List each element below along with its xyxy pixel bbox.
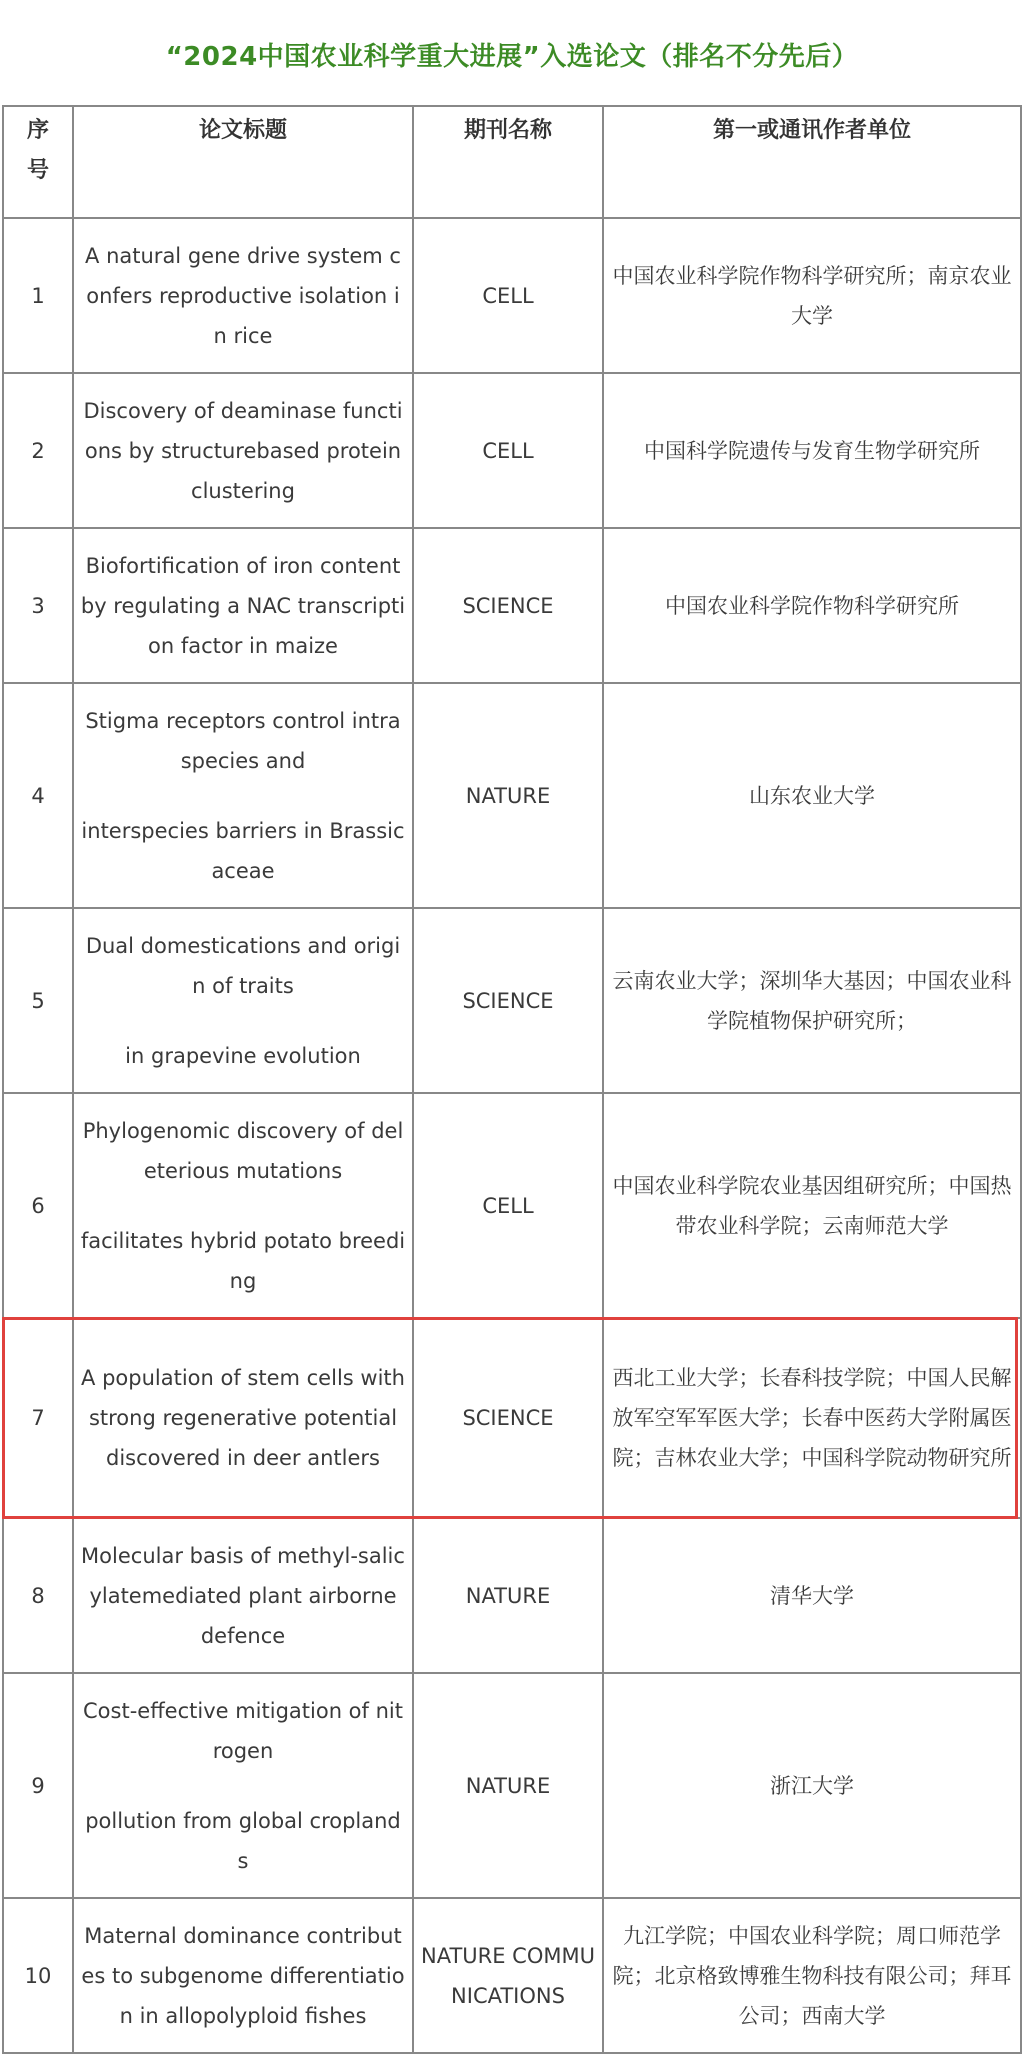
row-journal: NATURE <box>413 1673 603 1898</box>
row-paper-title <box>73 218 413 373</box>
paper-title-text: pollution from global croplands <box>85 1808 401 1873</box>
table-row <box>3 1673 1021 1898</box>
row-paper-title <box>73 528 413 683</box>
header-title: 论文标题 <box>73 106 413 218</box>
paper-title-text: Molecular basis of methyl-salicylatemediated plant airborne defence <box>81 1543 405 1648</box>
table-row <box>3 1093 1021 1318</box>
papers-table <box>2 105 1022 2054</box>
row-seq: 10 <box>3 1898 73 2053</box>
table-body <box>3 218 1021 2053</box>
row-seq: 4 <box>3 683 73 908</box>
row-paper-title <box>73 1898 413 2053</box>
table-row <box>3 683 1021 908</box>
row-journal: NATURE COMMUNICATIONS <box>413 1898 603 2053</box>
row-seq: 2 <box>3 373 73 528</box>
row-paper-title <box>73 1518 413 1673</box>
row-paper-title <box>73 908 413 1093</box>
paper-title-text: Stigma receptors control intraspecies and <box>85 708 401 773</box>
header-org: 第一或通讯作者单位 <box>603 106 1021 218</box>
paper-title-text: facilitates hybrid potato breeding <box>80 1228 406 1293</box>
table-row <box>3 218 1021 373</box>
table-row <box>3 528 1021 683</box>
paper-title-text: Discovery of deaminase functions by structurebased protein clustering <box>83 398 403 503</box>
row-journal: NATURE <box>413 683 603 908</box>
paper-title-text: A population of stem cells with strong regenerative potential discovered in deer antlers <box>81 1366 405 1470</box>
paper-title-text: Biofortification of iron content by regulating a NAC transcription factor in maize <box>80 553 406 658</box>
row-journal: CELL <box>413 218 603 373</box>
paper-title-text: Dual domestications and origin of traits <box>85 933 401 998</box>
paper-title-text: Cost-effective mitigation of nitrogen <box>83 1698 403 1763</box>
paper-title-text: Phylogenomic discovery of deleterious mutations <box>82 1118 404 1183</box>
row-seq: 9 <box>3 1673 73 1898</box>
row-journal: NATURE <box>413 1518 603 1673</box>
row-seq: 7 <box>3 1318 73 1518</box>
row-journal: SCIENCE <box>413 1318 603 1518</box>
row-org: 中国科学院遗传与发育生物学研究所 <box>603 373 1021 528</box>
row-paper-title <box>73 1673 413 1898</box>
paper-title-text: interspecies barriers in Brassicaceae <box>81 818 405 883</box>
paper-title-text: in grapevine evolution <box>125 1043 361 1068</box>
row-org: 清华大学 <box>603 1518 1021 1673</box>
row-org: 中国农业科学院农业基因组研究所；中国热带农业科学院；云南师范大学 <box>603 1093 1021 1318</box>
table-row <box>3 1318 1021 1518</box>
row-journal: SCIENCE <box>413 528 603 683</box>
table-row <box>3 1518 1021 1673</box>
row-paper-title <box>73 1318 413 1518</box>
row-seq: 1 <box>3 218 73 373</box>
table-row <box>3 373 1021 528</box>
header-seq: 序号 <box>3 106 73 218</box>
page-title: “2024中国农业科学重大进展”入选论文（排名不分先后） <box>165 42 859 72</box>
table-row <box>3 908 1021 1093</box>
header-row <box>3 106 1021 218</box>
row-org: 九江学院；中国农业科学院；周口师范学院；北京格致博雅生物科技有限公司；拜耳公司；西南大学 <box>603 1898 1021 2053</box>
header-journal: 期刊名称 <box>413 106 603 218</box>
row-org: 中国农业科学院作物科学研究所；南京农业大学 <box>603 218 1021 373</box>
row-seq: 8 <box>3 1518 73 1673</box>
row-journal: CELL <box>413 1093 603 1318</box>
paper-title-text: A natural gene drive system confers reproductive isolation in rice <box>85 243 401 348</box>
row-seq: 6 <box>3 1093 73 1318</box>
table-row <box>3 1898 1021 2053</box>
row-org: 山东农业大学 <box>603 683 1021 908</box>
row-journal: SCIENCE <box>413 908 603 1093</box>
paper-title-text: Maternal dominance contributes to subgenome differentiation in allopolyploid fishes <box>81 1923 405 2028</box>
row-org: 中国农业科学院作物科学研究所 <box>603 528 1021 683</box>
row-paper-title <box>73 1093 413 1318</box>
row-paper-title <box>73 373 413 528</box>
row-journal: CELL <box>413 373 603 528</box>
row-seq: 3 <box>3 528 73 683</box>
row-org: 西北工业大学；长春科技学院；中国人民解放军空军军医大学；长春中医药大学附属医院；吉林农业大学；中国科学院动物研究所 <box>603 1318 1021 1518</box>
row-org: 云南农业大学；深圳华大基因；中国农业科学院植物保护研究所； <box>603 908 1021 1093</box>
row-org: 浙江大学 <box>603 1673 1021 1898</box>
row-seq: 5 <box>3 908 73 1093</box>
row-paper-title <box>73 683 413 908</box>
